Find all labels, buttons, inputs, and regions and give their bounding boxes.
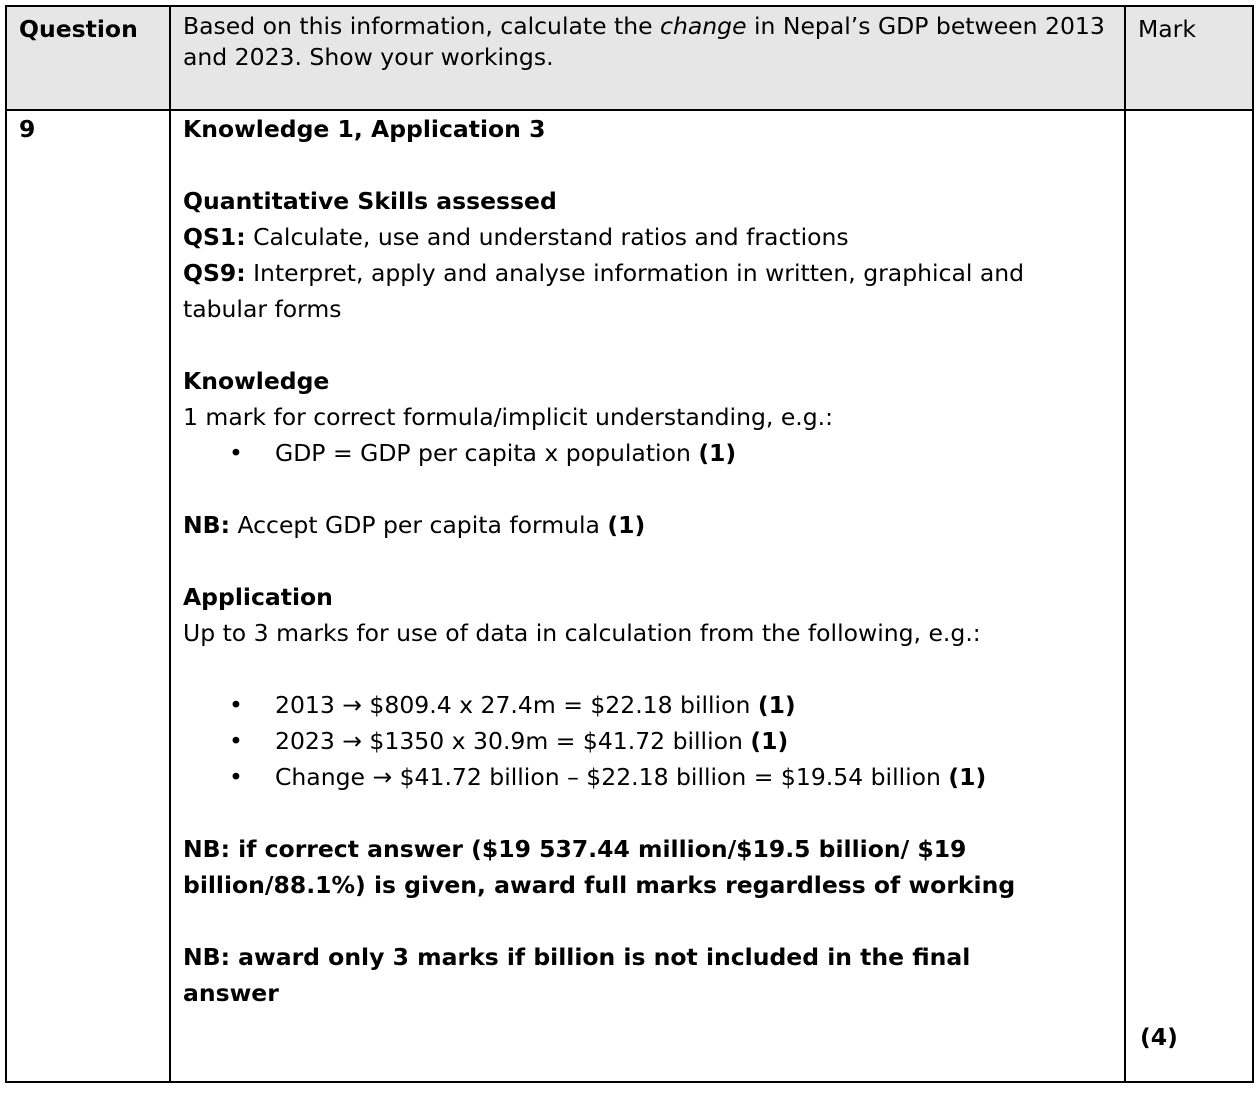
nb-mark: (1): [607, 511, 646, 539]
bullet-text: Change → $41.72 billion – $22.18 billion = $19.54 billion: [275, 763, 949, 791]
question-column-label: Question: [19, 15, 138, 43]
list-item: [183, 759, 1112, 795]
knowledge-heading: Knowledge: [183, 367, 330, 395]
question-header-cell: [6, 6, 170, 110]
knowledge-intro: 1 mark for correct formula/implicit understanding, e.g.:: [183, 403, 834, 431]
qs-item: [183, 255, 1112, 327]
qs-text: Interpret, apply and analyse information in written, graphical and tabular forms: [183, 259, 1025, 323]
nb-label: NB:: [183, 511, 230, 539]
qs-code: QS9:: [183, 259, 246, 287]
bullet-mark: (1): [757, 691, 796, 719]
qs-item: [183, 219, 1112, 255]
mark-cell: [1125, 110, 1253, 1082]
list-item: [183, 687, 1112, 723]
question-text-end: in Nepal’s GDP between 2013 and 2023. Show your workings.: [183, 12, 1105, 71]
question-text-start: Based on this information, calculate the: [183, 12, 661, 40]
qs-text: Calculate, use and understand ratios and fractions: [245, 223, 849, 251]
nb-text: Accept GDP per capita formula: [229, 511, 608, 539]
bullet-text: 2023 → $1350 x 30.9m = $41.72 billion: [275, 727, 751, 755]
total-mark: (4): [1140, 1023, 1178, 1051]
bullet-text: 2013 → $809.4 x 27.4m = $22.18 billion: [275, 691, 758, 719]
application-heading: Application: [183, 583, 333, 611]
nb-billion: NB: award only 3 marks if billion is not included in the final answer: [183, 943, 971, 1007]
answer-row: [6, 110, 1253, 1082]
question-text-emphasis: change: [660, 12, 747, 40]
qs-code: QS1:: [183, 223, 246, 251]
mark-scheme-table: [5, 5, 1254, 1083]
question-number-cell: [6, 110, 170, 1082]
nb-full-marks: NB: if correct answer ($19 537.44 million/$19.5 billion/ $19 billion/88.1%) is given, award full marks regardless of working: [183, 835, 1016, 899]
knowledge-bullets: [183, 435, 1112, 471]
mark-header-cell: [1125, 6, 1253, 110]
assessment-objectives: Knowledge 1, Application 3: [183, 115, 546, 143]
list-item: [183, 723, 1112, 759]
bullet-text: GDP = GDP per capita x population: [275, 439, 699, 467]
knowledge-nb: [183, 507, 1112, 543]
application-bullets: [183, 687, 1112, 795]
header-row: [6, 6, 1253, 110]
bullet-mark: (1): [948, 763, 987, 791]
question-text-cell: [170, 6, 1125, 110]
list-item: [183, 435, 1112, 471]
question-number: 9: [19, 115, 36, 143]
bullet-mark: (1): [698, 439, 737, 467]
application-intro: Up to 3 marks for use of data in calculation from the following, e.g.:: [183, 619, 981, 647]
mark-column-label: Mark: [1138, 15, 1196, 43]
bullet-mark: (1): [750, 727, 789, 755]
qs-heading: Quantitative Skills assessed: [183, 187, 557, 215]
guidance-cell: [170, 110, 1125, 1082]
